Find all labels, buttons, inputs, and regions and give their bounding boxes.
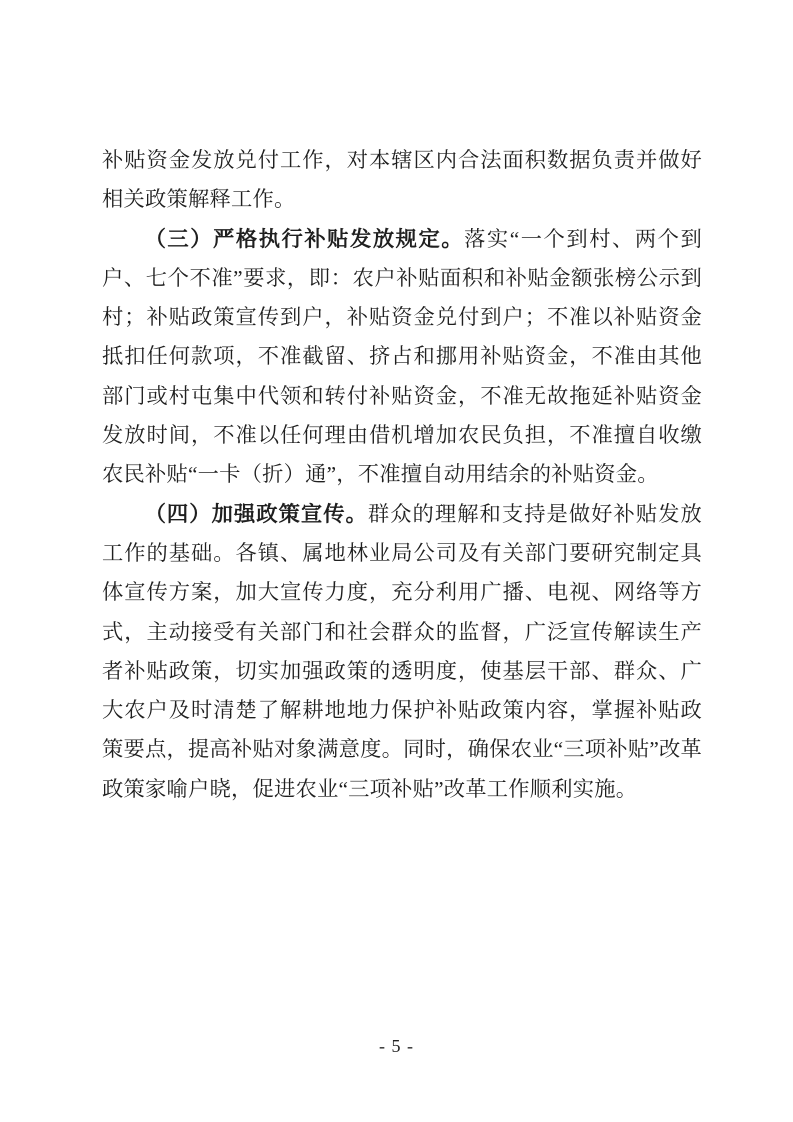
document-body [102,141,702,809]
page-number: - 5 - [379,1036,414,1056]
paragraph-heading: （三）严格执行补贴发放规定。 [144,226,465,251]
paragraph [102,220,702,495]
paragraph-text: 群众的理解和支持是做好补贴发放工作的基础。各镇、属地林业局公司及有关部门要研究制定具体宣传方案，加大宣传力度，充分利用广播、电视、网络等方式，主动接受有关部门和社会群众的监督，广泛宣传解读生产者补贴政策，切实加强政策的透明度，使基层干部、群众、广大农户及时清楚了解耕地地力保护补贴政策内容，掌握补贴政策要点，提高补贴对象满意度。同时，确保农业“三项补贴”改革政策家喻户晓，促进农业“三项补贴”改革工作顺利实施。 [102,501,702,801]
paragraph [102,495,702,809]
paragraph-heading: （四）加强政策宣传。 [144,501,368,526]
page-footer [0,1034,793,1058]
paragraph-text: 落实“一个到村、两个到户、七个不准”要求，即：农户补贴面积和补贴金额张榜公示到村；补贴政策宣传到户，补贴资金兑付到户；不准以补贴资金抵扣任何款项，不准截留、挤占和挪用补贴资金，不准由其他部门或村屯集中代领和转付补贴资金，不准无故拖延补贴资金发放时间，不准以任何理由借机增加农民负担，不准擅自收缴农民补贴“一卡（折）通”，不准擅自动用结余的补贴资金。 [102,226,702,487]
paragraph [102,141,702,220]
paragraph-text: 补贴资金发放兑付工作，对本辖区内合法面积数据负责并做好相关政策解释工作。 [102,148,702,212]
